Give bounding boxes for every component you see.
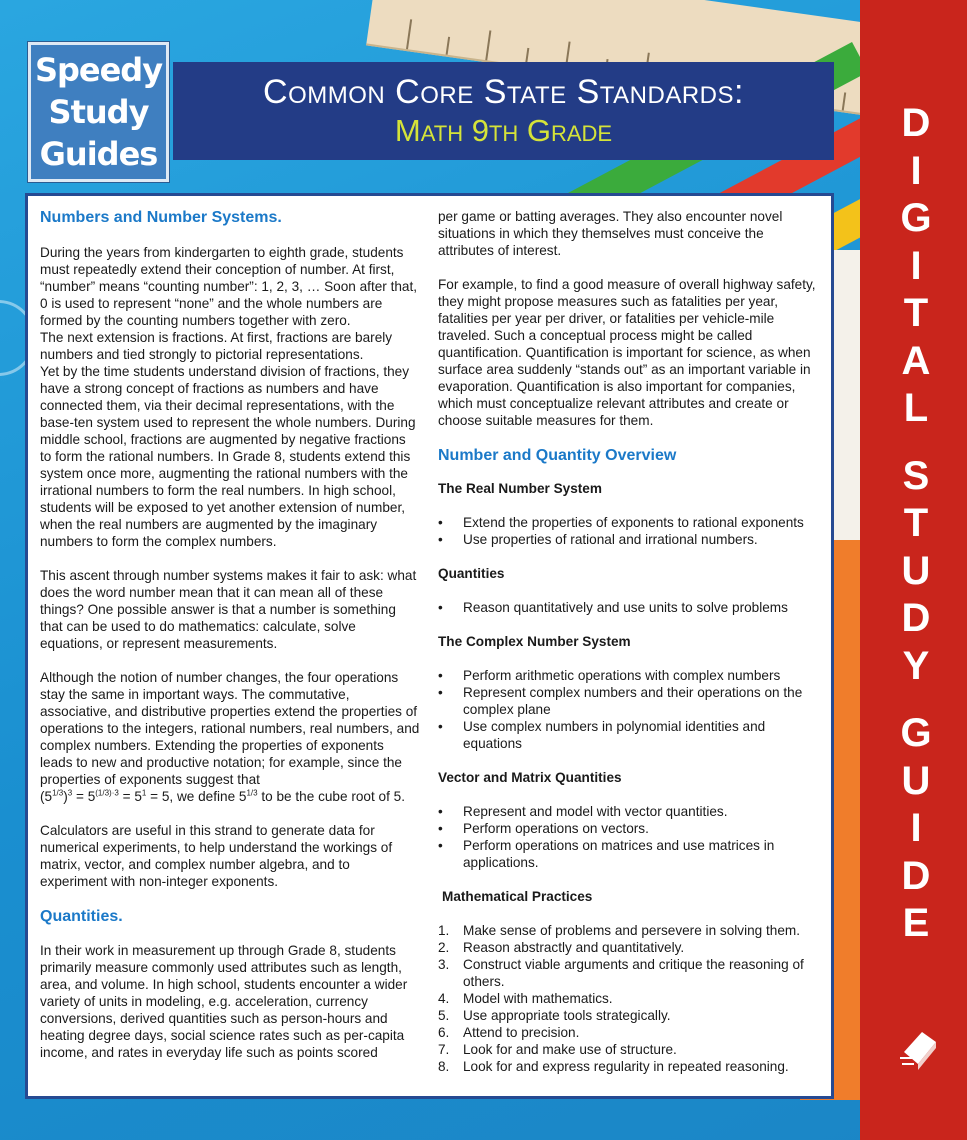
list-item (438, 531, 823, 548)
heading-quantities: Quantities. (40, 908, 123, 925)
paragraph: This ascent through number systems makes it fair to ask: what does the word number mean that it can mean all of these things? One possible answer is that a number is something that can be used to do mathematics: calculate, solve equations, or represent measurements. (40, 568, 417, 651)
list-number: 5. (438, 1008, 450, 1023)
list-item-text: Perform arithmetic operations with complex numbers (463, 668, 781, 683)
page-subtitle: Math 9th Grade (394, 113, 613, 148)
list-number: 2. (438, 940, 450, 955)
practices-list (438, 922, 823, 1075)
ribbon-letter: U (901, 548, 931, 593)
subheading-real-number-system: The Real Number System (438, 481, 602, 496)
eq-part: = 5, we define 5 (146, 789, 247, 804)
logo-line-1: Speedy (34, 51, 163, 89)
list-item-text: Reason abstractly and quantitatively. (463, 940, 685, 955)
list-item (438, 956, 823, 990)
list-item (438, 599, 823, 616)
list-item (438, 922, 823, 939)
book-icon (900, 1022, 940, 1072)
list-number: 4. (438, 991, 450, 1006)
list-number: 3. (438, 957, 450, 972)
bullet: • (438, 515, 443, 530)
bullet: • (438, 838, 443, 853)
bullet: • (438, 804, 443, 819)
subheading-complex-number-system: The Complex Number System (438, 634, 631, 649)
subheading-quantities: Quantities (438, 566, 505, 581)
list-item (438, 684, 823, 718)
list-item-text: Make sense of problems and persevere in solving them. (463, 923, 800, 938)
list-item-text: Perform operations on matrices and use matrices in applications. (463, 838, 775, 870)
list-item (438, 1007, 823, 1024)
list-item (438, 1024, 823, 1041)
paragraph: For example, to find a good measure of overall highway safety, they might propose measures such as fatalities per year, fatalities per year per driver, or fatalities per vehicle-mile traveled. Such a conceptual process might be called quantification. Quantification is important for science, as when surface area suddenly “stands out” as an important variable in evaporation. Quantification is also important for companies, which must conceptualize relevant attributes and create or choose suitable measures for them. (438, 277, 816, 428)
list-item (438, 803, 823, 820)
ribbon-letter: A (901, 338, 931, 383)
quantities-list (438, 599, 823, 616)
list-item-text: Reason quantitatively and use units to solve problems (463, 600, 788, 615)
paragraph: In their work in measurement up through Grade 8, students primarily measure commonly used attributes such as length, area, and volume. In high school, students encounter a wider variety of units in modeling, e.g. acceleration, currency conversions, derived quantities such as person-hours and heating degree days, social science rates such as per-capita income, and rates in everyday life such as points scored (40, 943, 408, 1060)
left-column (40, 196, 420, 1061)
right-column (438, 196, 823, 1075)
eq-sup: 1/3 (52, 788, 64, 798)
real-number-list (438, 514, 823, 548)
list-item (438, 514, 823, 531)
eq-sup: 1/3 (246, 788, 258, 798)
eq-part: to be the cube root of 5. (257, 789, 405, 804)
list-item (438, 1041, 823, 1058)
list-item (438, 718, 823, 752)
list-item (438, 990, 823, 1007)
ribbon-letter: U (901, 758, 931, 803)
list-number: 8. (438, 1059, 450, 1074)
ribbon-letter: Y (902, 643, 930, 688)
complex-number-list (438, 667, 823, 752)
list-item (438, 820, 823, 837)
list-item-text: Represent complex numbers and their operations on the complex plane (463, 685, 803, 717)
page-title: Common Core State Standards: (263, 73, 744, 111)
ribbon-letter: D (901, 596, 931, 640)
bullet: • (438, 719, 443, 734)
list-item-text: Model with mathematics. (463, 991, 613, 1006)
paragraph: During the years from kindergarten to eighth grade, students must repeatedly extend their conception of number. At first, “number” means “counting number”: 1, 2, 3, … Soon after that, 0 is used to represent “none” and the whole numbers are formed by the counting numbers together with zero. (40, 245, 418, 328)
ribbon-label (878, 100, 954, 948)
paragraph: Calculators are useful in this strand to generate data for numerical experiments, to help understand the workings of matrix, vector, and complex number algebra, and to experiment with non-integer exponents. (40, 823, 393, 889)
paragraph: The next extension is fractions. At first, fractions are barely numbers and tied strongly to pictorial representations. (40, 330, 393, 362)
logo-line-3: Guides (39, 135, 158, 173)
eq-part: ) (63, 789, 68, 804)
paragraph: per game or batting averages. They also encounter novel situations in which they themselves must conceive the attributes of interest. (438, 209, 783, 258)
ribbon-letter: L (903, 386, 929, 430)
ribbon-letter: I (910, 806, 922, 850)
ribbon-letter: I (910, 243, 922, 288)
list-item (438, 939, 823, 956)
list-item (438, 837, 823, 871)
content-panel (25, 193, 834, 1099)
eq-part: = 5 (72, 789, 96, 804)
subheading-mathematical-practices: Mathematical Practices (442, 889, 593, 904)
list-item-text: Attend to precision. (463, 1025, 580, 1040)
list-item-text: Use appropriate tools strategically. (463, 1008, 671, 1023)
bullet: • (438, 532, 443, 547)
ribbon-letter: I (910, 148, 922, 193)
logo-line-2: Study (48, 93, 149, 131)
ribbon-letter: E (902, 901, 930, 945)
bullet: • (438, 685, 443, 700)
list-item (438, 667, 823, 684)
eq-part: = 5 (118, 789, 142, 804)
eq-sup: 3 (67, 788, 73, 798)
list-item-text: Look for and express regularity in repeated reasoning. (463, 1059, 789, 1074)
bullet: • (438, 600, 443, 615)
ribbon-letter: T (903, 291, 929, 335)
list-number: 7. (438, 1042, 450, 1057)
ribbon-letter: D (901, 853, 931, 898)
subheading-vector-matrix: Vector and Matrix Quantities (438, 770, 622, 785)
list-number: 6. (438, 1025, 450, 1040)
list-item-text: Construct viable arguments and critique the reasoning of others. (463, 957, 804, 989)
ribbon-letter: G (900, 196, 932, 240)
vector-matrix-list (438, 803, 823, 871)
bullet: • (438, 821, 443, 836)
eq-sup: (1/3)·3 (95, 788, 119, 798)
ribbon-letter: D (901, 101, 931, 145)
heading-overview: Number and Quantity Overview (438, 447, 677, 464)
eq-sup: 1 (141, 788, 147, 798)
list-item-text: Use properties of rational and irrational numbers. (463, 532, 758, 547)
ribbon-letter: S (902, 453, 930, 498)
ribbon-letter: G (900, 711, 932, 755)
list-item-text: Extend the properties of exponents to rational exponents (463, 515, 804, 530)
title-banner (173, 62, 834, 160)
list-item (438, 1058, 823, 1075)
list-item-text: Represent and model with vector quantities. (463, 804, 728, 819)
ribbon-letter: T (903, 501, 929, 545)
list-item-text: Use complex numbers in polynomial identities and equations (463, 719, 766, 751)
paragraph: Although the notion of number changes, the four operations stay the same in important ways. The commutative, associative, and distributive properties extend the properties of operations to the integers, rational numbers, real numbers, and complex numbers. Extending the properties of exponents leads to new and productive notation; for example, since the properties of exponents suggest that (40, 670, 420, 787)
bullet: • (438, 668, 443, 683)
list-number: 1. (438, 923, 450, 938)
list-item-text: Look for and make use of structure. (463, 1042, 677, 1057)
speedy-study-guides-logo (28, 42, 169, 182)
paragraph: Yet by the time students understand division of fractions, they have a strong concept of fractions as numbers and have connected them, via their decimal representations, with the base-ten system used to represent the whole numbers. During middle school, fractions are augmented by negative fractions to form the rational numbers. In Grade 8, students extend this system once more, augmenting the rational numbers with the irrational numbers to form the real numbers. In high school, students will be exposed to yet another extension of number, when the real numbers are augmented by the imaginary numbers to form the complex numbers. (40, 364, 416, 549)
eq-part: (5 (40, 789, 53, 804)
list-item-text: Perform operations on vectors. (463, 821, 649, 836)
heading-numbers: Numbers and Number Systems. (40, 209, 282, 226)
exponent-equation (40, 788, 420, 805)
